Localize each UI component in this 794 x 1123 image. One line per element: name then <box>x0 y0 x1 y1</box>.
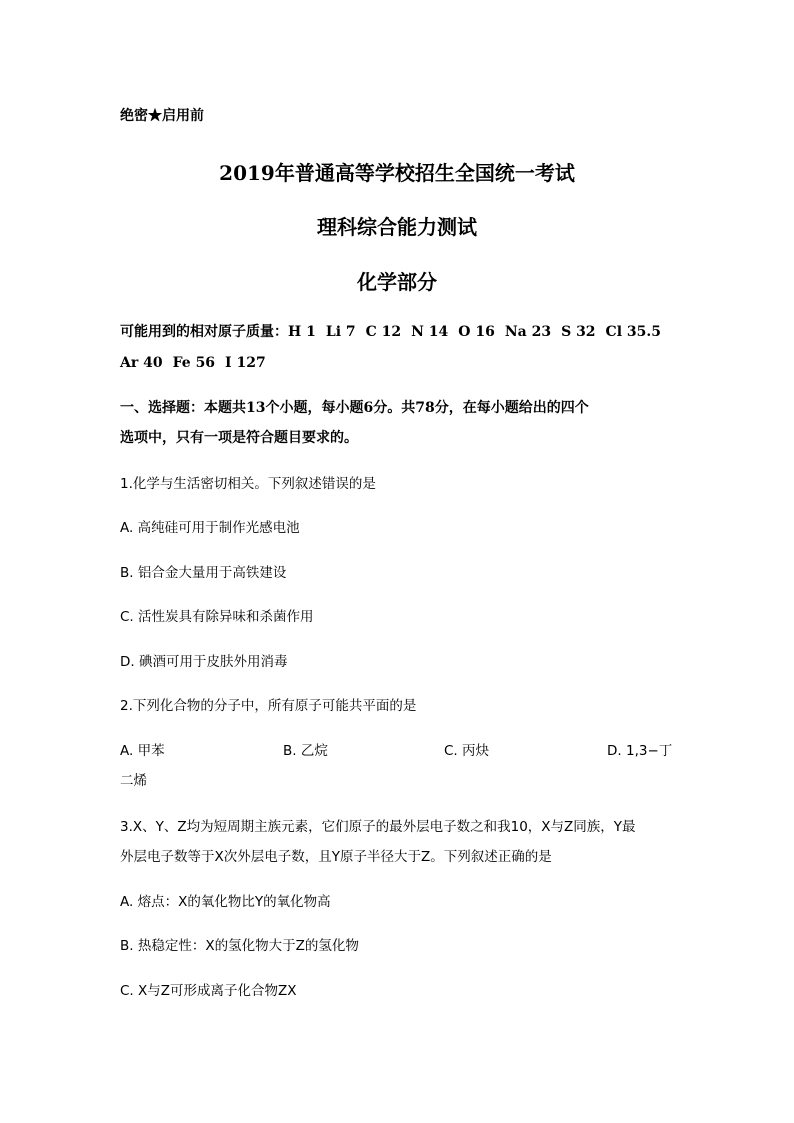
question-3-option-a: A. 熔点：X的氧化物比Y的氧化物高 <box>120 894 331 910</box>
part1-instructions-line-2: 选项中，只有一项是符合题目要求的。 <box>120 430 358 446</box>
atomic-mass-item: N 14 <box>411 324 449 340</box>
section-title: 化学部分 <box>357 270 437 294</box>
question-1-option-c: C. 活性炭具有除异味和杀菌作用 <box>120 609 314 625</box>
atomic-mass-item: Fe 56 <box>172 355 216 371</box>
question-1-option-d: D. 碘酒可用于皮肤外用消毒 <box>120 654 288 670</box>
question-2-option-a: A. 甲苯 <box>120 743 165 759</box>
question-2-option-d-wrap: 二烯 <box>120 773 147 789</box>
question-2-stem: 2.下列化合物的分子中，所有原子可能共平面的是 <box>120 698 417 714</box>
atomic-mass-item: H 1 <box>288 324 316 340</box>
atomic-mass-line-1 <box>120 322 661 342</box>
confidential-label: 绝密★启用前 <box>120 108 204 124</box>
question-1-stem: 1.化学与生活密切相关。下列叙述错误的是 <box>120 476 376 492</box>
question-2-option-c: C. 丙炔 <box>444 743 490 759</box>
question-2-option-d: D. 1,3−丁 <box>607 743 673 759</box>
part1-instructions-line-1: 一、选择题：本题共13个小题，每小题6分。共78分，在每小题给出的四个 <box>120 400 589 416</box>
atomic-mass-line-2 <box>120 353 266 373</box>
question-3-stem-line-1: 3.X、Y、Z均为短周期主族元素，它们原子的最外层电子数之和我10，X与Z同族，Y最 <box>120 819 636 835</box>
question-3-option-c: C. X与Z可形成离子化合物ZX <box>120 983 297 999</box>
atomic-mass-item: C 12 <box>365 324 402 340</box>
question-1-option-b: B. 铝合金大量用于高铁建设 <box>120 565 287 581</box>
atomic-mass-item: O 16 <box>458 324 495 340</box>
atomic-mass-item: Li 7 <box>325 324 356 340</box>
atomic-mass-item: Cl 35.5 <box>605 324 661 340</box>
atomic-mass-item: S 32 <box>561 324 596 340</box>
atomic-mass-label: 可能用到的相对原子质量： <box>120 324 288 340</box>
atomic-mass-item: Na 23 <box>504 324 552 340</box>
atomic-mass-item: Ar 40 <box>120 355 163 371</box>
exam-title: 2019年普通高等学校招生全国统一考试 <box>219 161 575 185</box>
question-2-option-b: B. 乙烷 <box>283 743 328 759</box>
question-3-stem-line-2: 外层电子数等于X次外层电子数，且Y原子半径大于Z。下列叙述正确的是 <box>120 849 552 865</box>
exam-subtitle: 理科综合能力测试 <box>317 215 477 239</box>
question-1-option-a: A. 高纯硅可用于制作光感电池 <box>120 520 300 536</box>
atomic-mass-item: I 127 <box>225 355 266 371</box>
question-3-option-b: B. 热稳定性：X的氢化物大于Z的氢化物 <box>120 938 359 954</box>
